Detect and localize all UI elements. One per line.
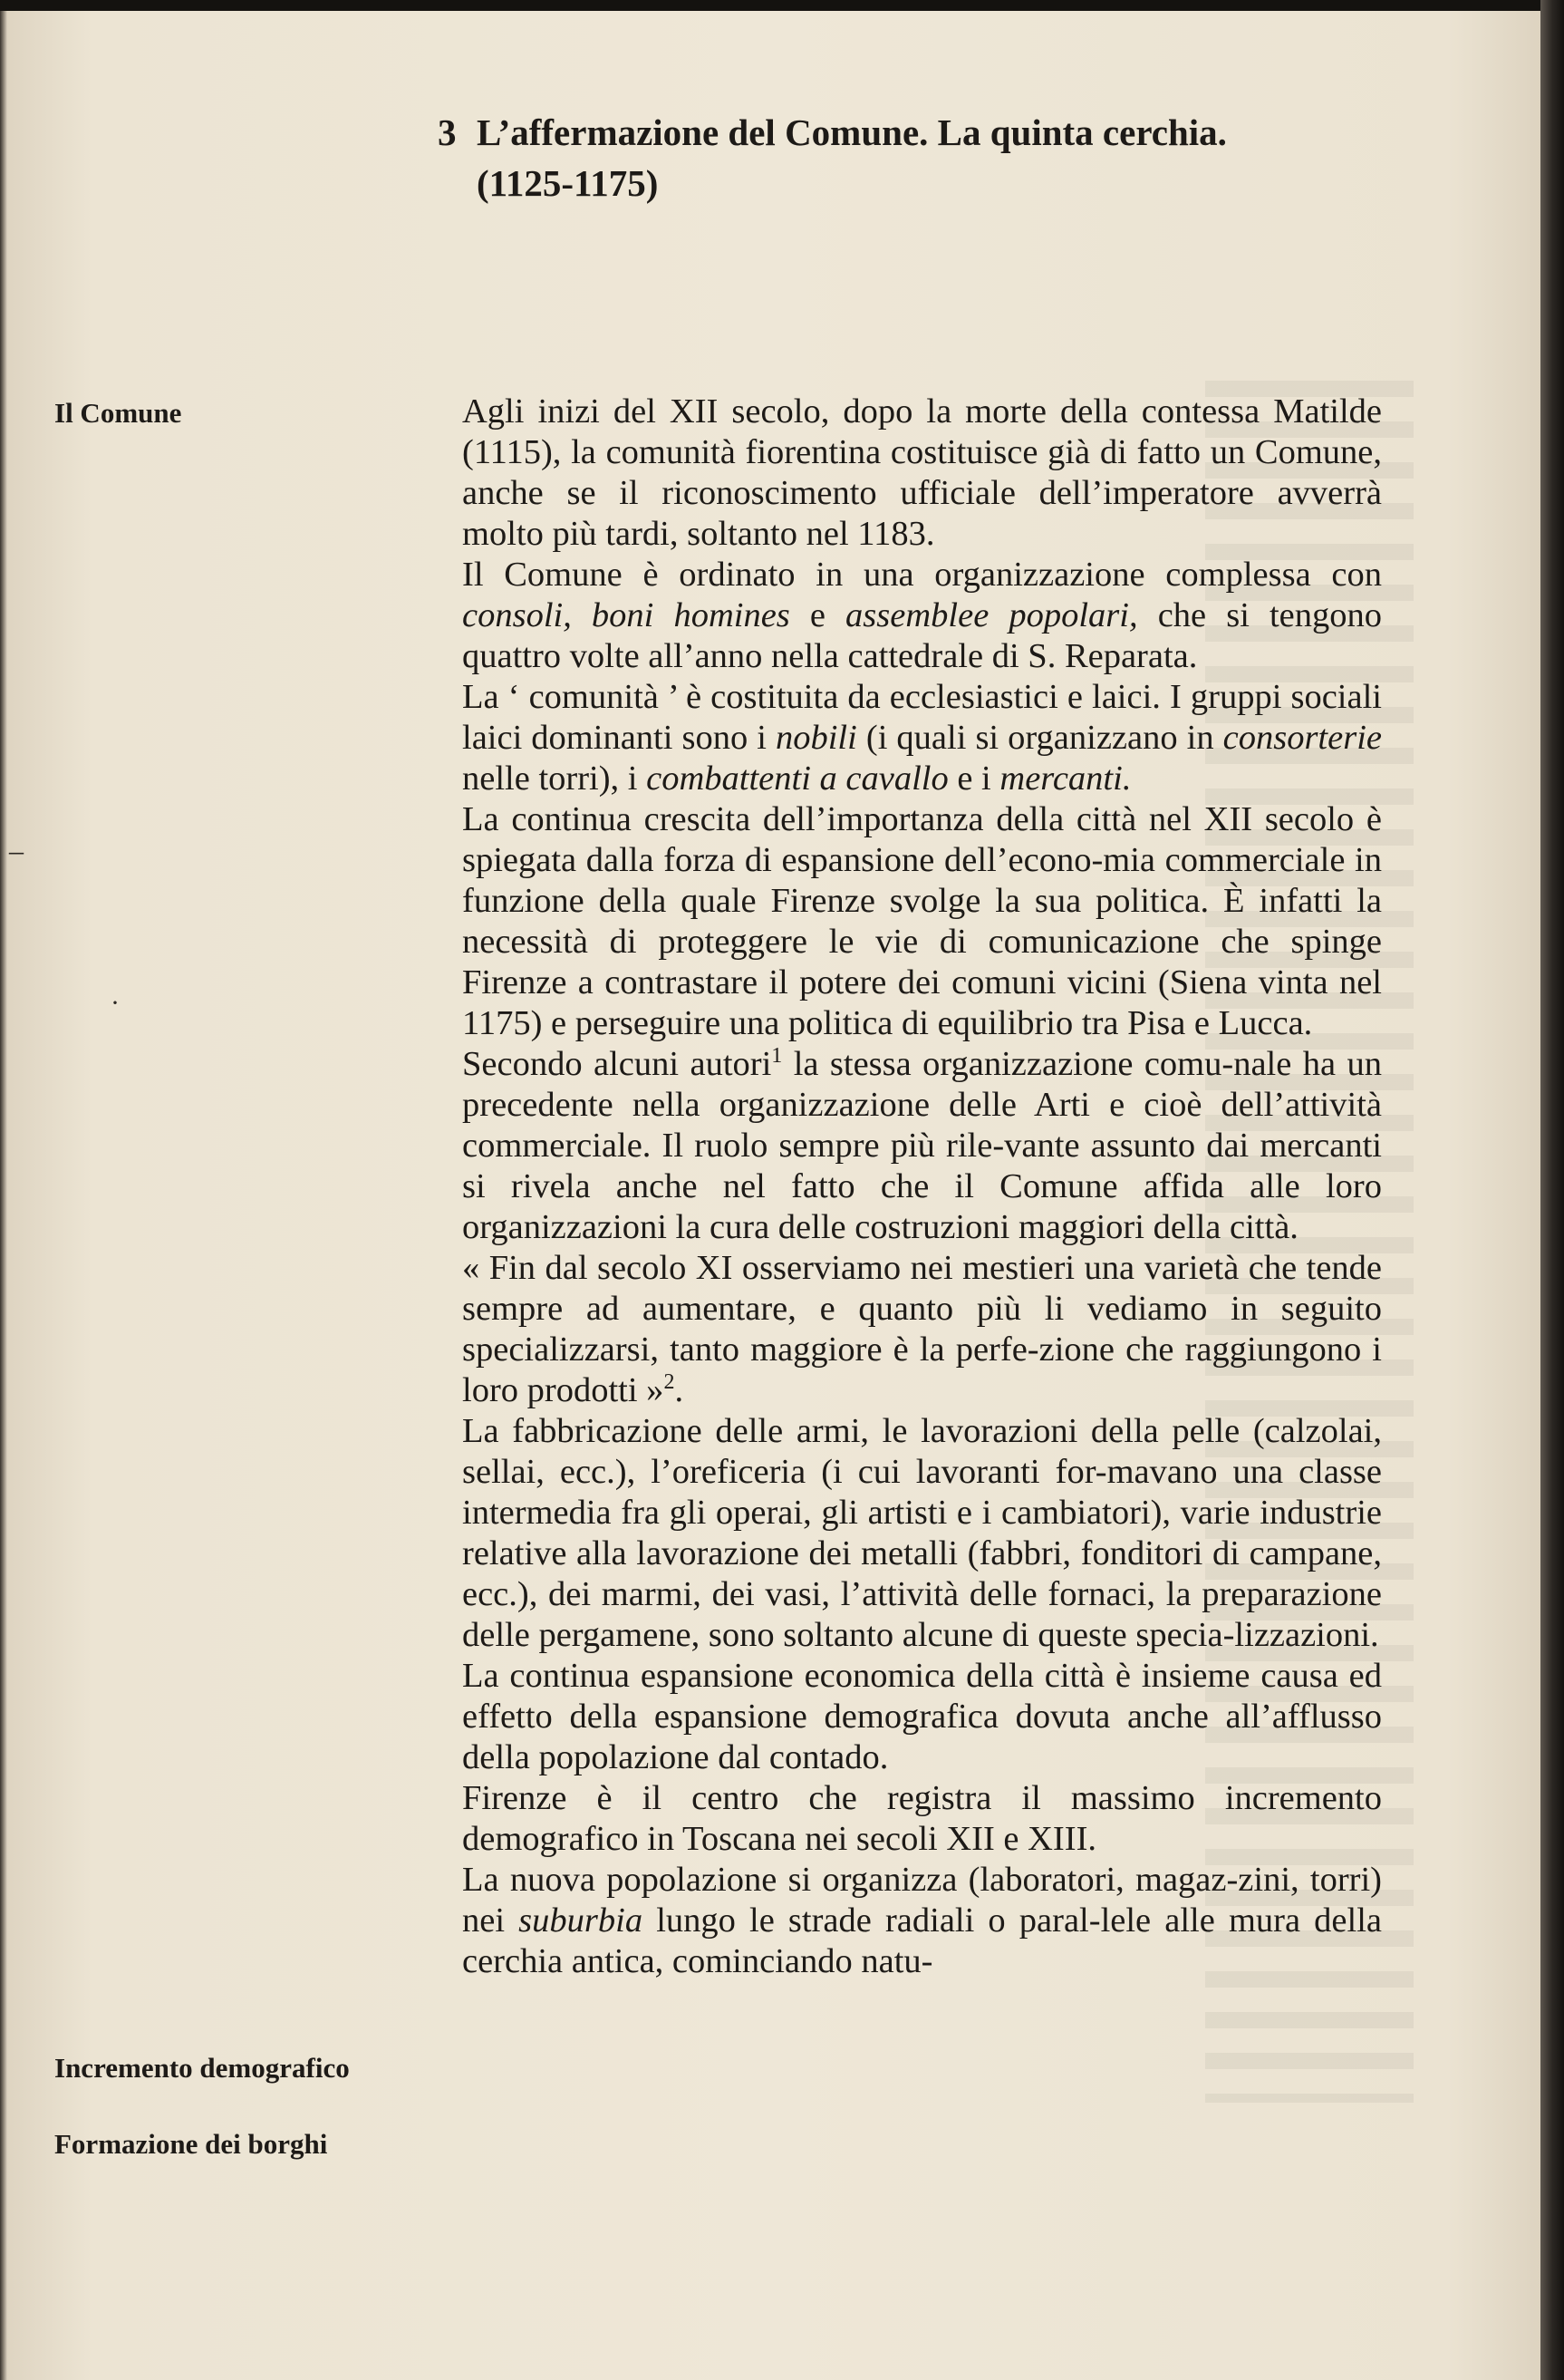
margin-dot-mark: · xyxy=(111,988,120,1018)
footnote-ref-2: 2 xyxy=(663,1370,675,1394)
paragraph-city-growth: La continua crescita dell’importanza della città nel XII secolo è spiegata dalla forza di espansione dell’econo-mia commerciale in funzione della quale Firenze svolge la sua politica. È infatti la necessità di proteggere le vie di comunicazione che spinge Firenze a contrastare il potere dei comuni vicini (Siena vinta nel 1175) e perseguire una politica di equilibrio tra Pisa e Lucca. xyxy=(462,800,1382,1042)
scan-top-edge xyxy=(0,0,1564,11)
paragraph-quotation: « Fin dal secolo XI osserviamo nei mestieri una varietà che tende sempre ad aumentare, e quanto più li vediamo in seguito specializzarsi, tanto maggiore è la perfe-zione che raggiungono i loro prodotti »$^2$. xyxy=(462,1249,1383,1409)
chapter-heading xyxy=(438,107,1434,208)
paragraph-comune-origins: Agli inizi del XII secolo, dopo la morte della contessa Matilde (1115), la comunità fiorentina costituisce già di fatto un Comune, anche se il riconoscimento ufficiale dell’imperatore avverrà molto più tardi, soltanto nel 1183. xyxy=(462,392,1382,553)
paragraph-crafts: La fabbricazione delle armi, le lavorazioni della pelle (calzolai, sellai, ecc.), l’oreficeria (i cui lavoranti for-mavano una classe intermedia fra gli operai, gli artisti e i cambiatori), varie industrie relative alla lavorazione dei metalli (fabbri, fonditori di campane, ecc.), dei marmi, dei vasi, l’attività delle fornaci, la preparazione delle pergamene, sono soltanto alcune di queste specia-lizzazioni. xyxy=(462,1412,1383,1654)
side-label-comune: Il Comune xyxy=(54,397,182,429)
margin-dash-mark: – xyxy=(9,834,24,866)
paragraph-social-groups: La ‘ comunità ’ è costituita da ecclesiastici e laici. I gruppi sociali laici dominanti sono i nobili (i quali si organizzano in consorterie nelle torri), i combattenti a cavallo e i mercanti. xyxy=(462,678,1382,798)
chapter-number: 3 xyxy=(438,111,457,153)
page-left-shadow xyxy=(0,0,7,2380)
paragraph-arti: Secondo alcuni autori$^1$ la stessa organizzazione comu-nale ha un precedente nella organizzazione delle Arti e cioè dell’attività commerciale. Il ruolo sempre più rile-vante assunto dai mercanti si rivela anche nel fatto che il Comune affida alle loro organizzazioni la cura delle costruzioni maggiori della città. xyxy=(462,1044,1383,1246)
side-label-incremento-demografico: Incremento demografico xyxy=(54,2052,350,2084)
chapter-title: L’affermazione del Comune. La quinta cerchia. xyxy=(477,111,1227,153)
book-spine-edge xyxy=(1540,0,1564,2380)
paragraph-economic-expansion: La continua espansione economica della città è insieme causa ed effetto della espansione demografica dovuta anche all’afflusso della popolazione dal contado. xyxy=(462,1657,1382,1776)
body-text xyxy=(462,392,1382,1982)
paragraph-demographic-growth: Firenze è il centro che registra il massimo incremento demografico in Toscana nei secoli XII e XIII. xyxy=(462,1779,1382,1858)
paragraph-comune-organization: Il Comune è ordinato in una organizzazione complessa con consoli, boni homines e assemblee popolari, che si tengono quattro volte all’anno nella cattedrale di S. Reparata. xyxy=(462,556,1383,675)
chapter-years: (1125-1175) xyxy=(477,162,659,204)
paragraph-borghi: La nuova popolazione si organizza (laboratori, magaz-zini, torri) nei suburbia lungo le strade radiali o paral-lele alle mura della cerchia antica, cominciando natu- xyxy=(462,1861,1382,1980)
side-label-formazione-borghi: Formazione dei borghi xyxy=(54,2128,328,2160)
footnote-ref-1: 1 xyxy=(771,1044,783,1068)
